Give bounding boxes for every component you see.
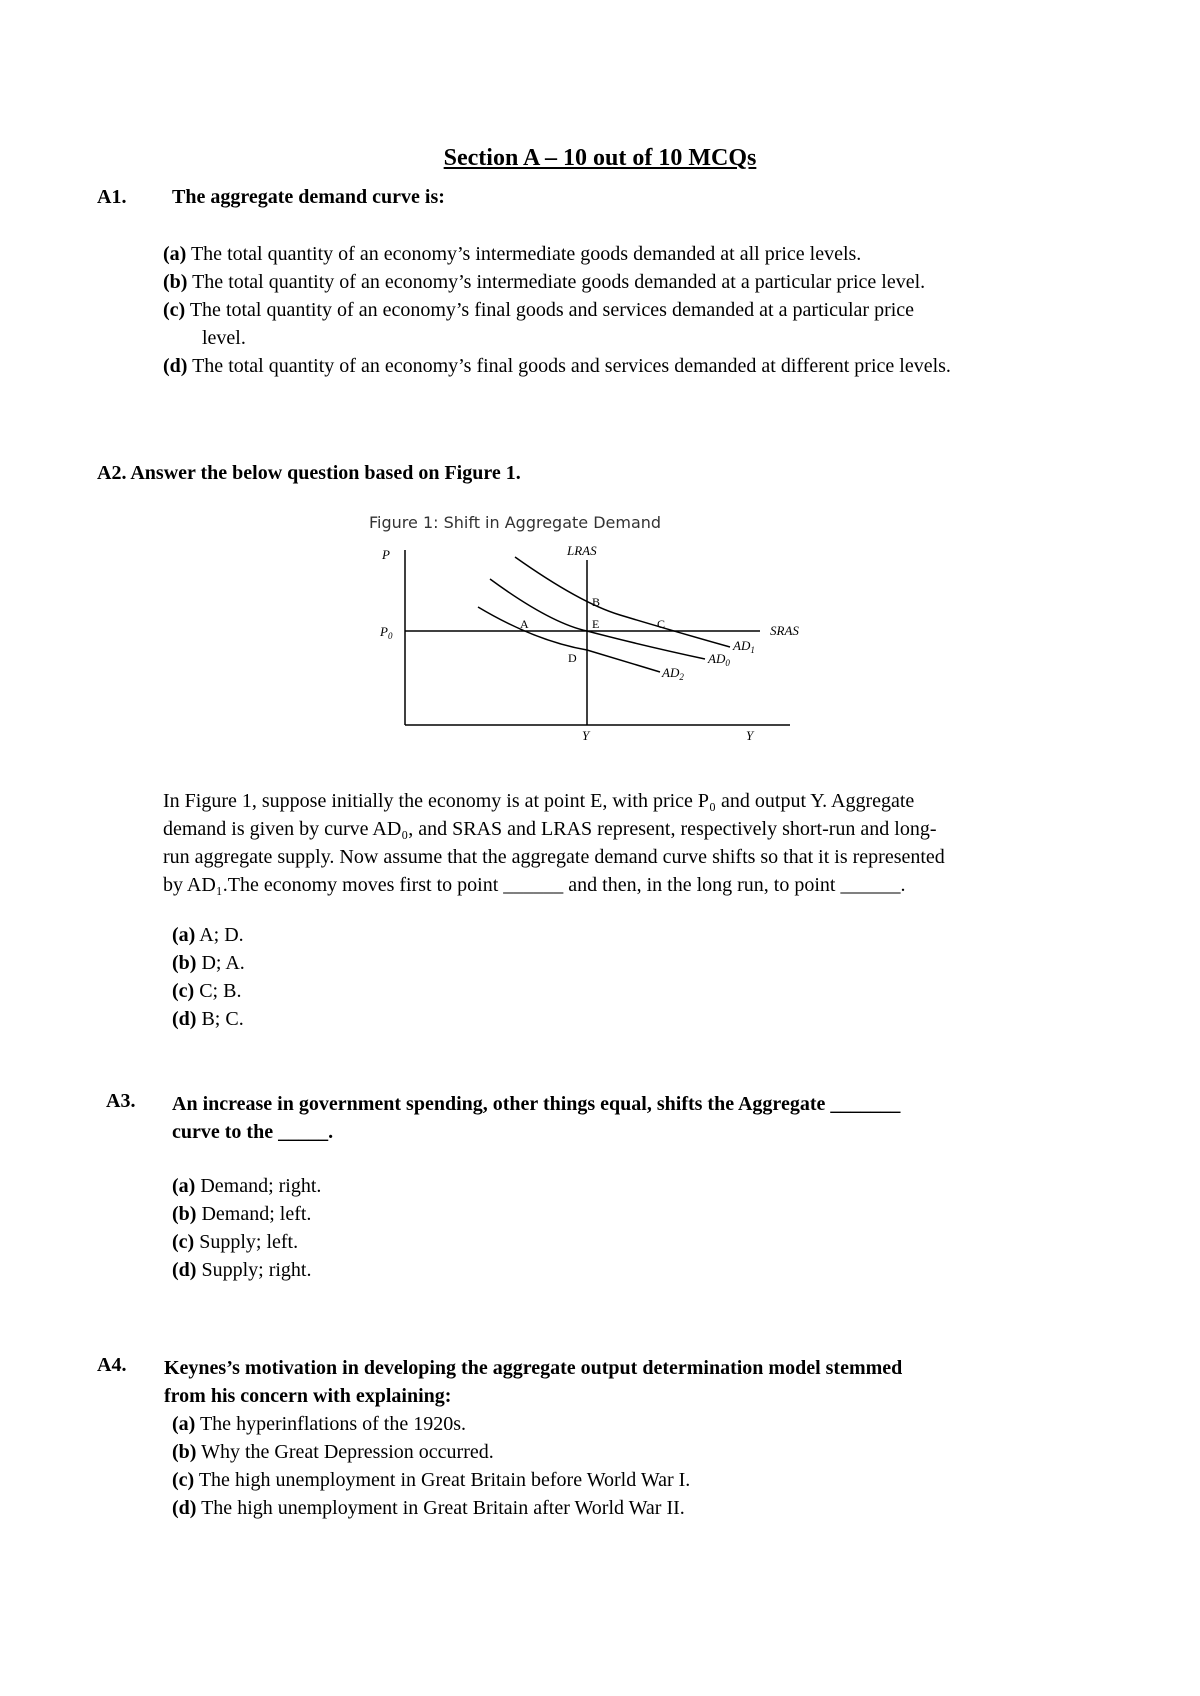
option-item: (b) The total quantity of an economy’s intermediate goods demanded at a particular price level. <box>163 271 926 293</box>
option-item: (b) Why the Great Depression occurred. <box>172 1441 494 1463</box>
point-b-label: B <box>592 595 601 609</box>
option-item: level. <box>202 327 246 349</box>
option-list <box>172 1172 321 1284</box>
option-item: (a) Demand; right. <box>172 1175 322 1197</box>
option-list <box>163 240 951 380</box>
figure-caption: Figure 1: Shift in Aggregate Demand <box>369 513 662 532</box>
figure-chart <box>360 535 840 745</box>
option-item: (d) The high unemployment in Great Britain after World War II. <box>172 1497 685 1519</box>
option-item: (c) C; B. <box>172 980 242 1002</box>
question-text: An increase in government spending, other things equal, shifts the Aggregate _______ curve to the _____. <box>172 1093 901 1143</box>
output-axis-label: Y <box>746 728 754 743</box>
question-text: Keynes’s motivation in developing the aggregate output determination model stemmed from his concern with explaining: <box>164 1357 903 1407</box>
ad1-curve <box>515 557 730 647</box>
body-line: by AD₁.The economy moves first to point ______ and then, in the long run, to point ______. <box>163 874 906 896</box>
option-item: (a) The hyperinflations of the 1920s. <box>172 1413 467 1435</box>
body-line: demand is given by curve AD₀, and SRAS and LRAS represent, respectively short-run and long- <box>163 818 937 840</box>
option-item: (b) Demand; left. <box>172 1203 312 1225</box>
ad1-label: $AD_1$ <box>733 638 755 655</box>
option-item: (d) Supply; right. <box>172 1259 312 1281</box>
question-number: A3. <box>106 1090 136 1112</box>
option-list <box>172 1410 690 1522</box>
section-title: Section A – 10 out of 10 MCQs <box>443 145 757 171</box>
body-line: run aggregate supply. Now assume that the aggregate demand curve shifts so that it is represented <box>163 846 945 868</box>
body-line: In Figure 1, suppose initially the economy is at point E, with price P₀ and output Y. Aggregate <box>163 790 915 812</box>
option-item: (d) B; C. <box>172 1008 244 1030</box>
option-item: (c) The total quantity of an economy’s final goods and services demanded at a particular price <box>163 299 915 321</box>
lras-label: LRAS <box>567 543 597 558</box>
point-a-label: A <box>520 617 529 631</box>
price-axis-label: P <box>382 547 390 562</box>
option-item: (b) D; A. <box>172 952 245 974</box>
question-text: The aggregate demand curve is: <box>172 186 445 208</box>
question-number: A4. <box>97 1354 127 1376</box>
option-item: (a) A; D. <box>172 924 244 946</box>
option-item: (d) The total quantity of an economy’s final goods and services demanded at different price levels. <box>163 355 951 377</box>
p0-label: $P_0$ <box>380 624 393 641</box>
question-heading: A2. Answer the below question based on Figure 1. <box>97 462 521 484</box>
sras-label: SRAS <box>770 623 799 638</box>
point-c-label: C <box>657 617 666 631</box>
question-body <box>163 787 945 899</box>
option-item: (c) Supply; left. <box>172 1231 299 1253</box>
point-d-label: D <box>568 651 577 665</box>
ad2-label: $AD_2$ <box>662 665 684 682</box>
option-list <box>172 921 245 1033</box>
question-number: A1. <box>97 186 127 208</box>
option-item: (a) The total quantity of an economy’s intermediate goods demanded at all price levels. <box>163 243 862 265</box>
option-item: (c) The high unemployment in Great Britain before World War I. <box>172 1469 691 1491</box>
y-bar-label: Y <box>582 728 590 743</box>
ad0-label: $AD_0$ <box>708 651 730 668</box>
point-e-label: E <box>592 617 600 631</box>
